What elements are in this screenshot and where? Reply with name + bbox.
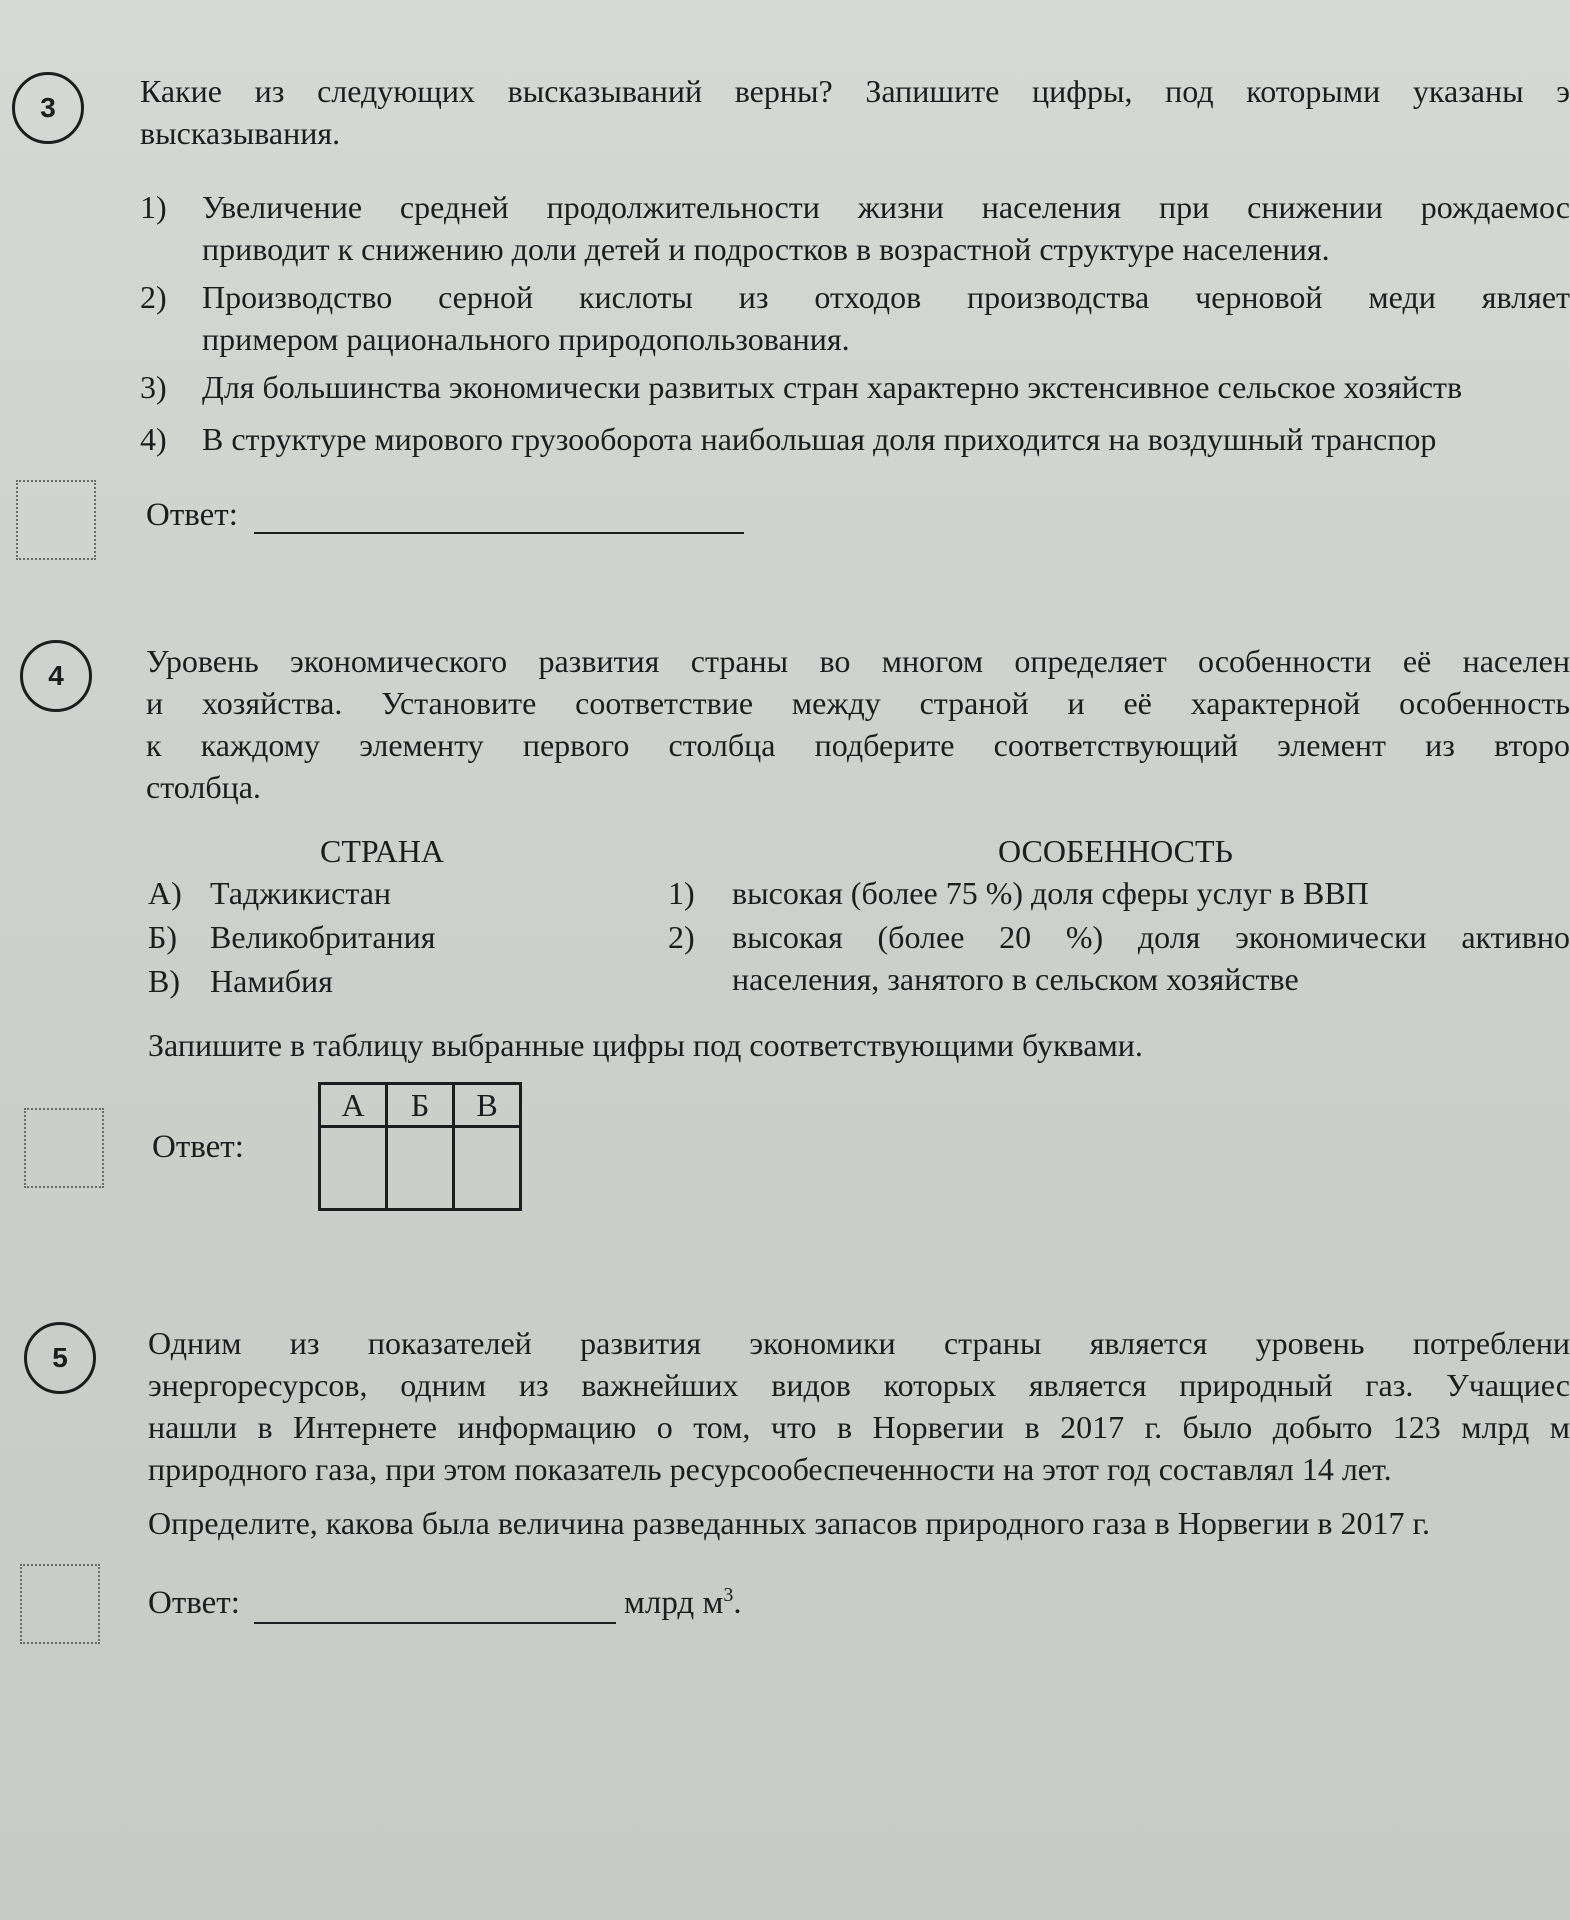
feature-text-line: высокая (более 20 %) доля экономически активно bbox=[732, 919, 1570, 955]
statement-3 bbox=[140, 366, 1570, 408]
answer-input-line[interactable] bbox=[254, 1622, 616, 1624]
statement-text-line: В структуре мирового грузооборота наибольшая доля приходится на воздушный транспор bbox=[202, 421, 1437, 457]
answer-cell-a[interactable] bbox=[320, 1127, 387, 1210]
country-name: Таджикистан bbox=[210, 875, 392, 911]
country-item bbox=[148, 960, 618, 1002]
task-number-circle bbox=[20, 640, 92, 712]
statement-2 bbox=[140, 276, 1570, 360]
feature-item bbox=[668, 916, 1570, 1000]
answer-label: Ответ: bbox=[146, 497, 238, 533]
task-number: 4 bbox=[48, 660, 64, 691]
answer-cell-v[interactable] bbox=[454, 1127, 521, 1210]
task-number: 5 bbox=[52, 1342, 68, 1373]
question-line: к каждому элементу первого столбца подберите соответствующий элемент из второ bbox=[146, 727, 1570, 763]
statement-text-line: Для большинства экономически развитых стран характерно экстенсивное сельское хозяйств bbox=[202, 369, 1463, 405]
statement-text-line: приводит к снижению доли детей и подростков в возрастной структуре населения. bbox=[202, 231, 1330, 267]
unit-period: . bbox=[733, 1585, 742, 1621]
feature-number: 1) bbox=[668, 875, 695, 911]
question-line: природного газа, при этом показатель ресурсообеспеченности на этот год составлял 14 лет. bbox=[148, 1451, 1392, 1487]
task-question bbox=[148, 1322, 1570, 1490]
feature-text: высокая (более 75 %) доля сферы услуг в ВВП bbox=[732, 875, 1369, 911]
answer-label: Ответ: bbox=[152, 1129, 244, 1165]
country-item bbox=[148, 916, 618, 958]
task-instruction: Запишите в таблицу выбранные цифры под соответствующими буквами. bbox=[148, 1027, 1143, 1063]
question-line: Уровень экономического развития страны во многом определяет особенности её населен bbox=[146, 643, 1570, 679]
country-item bbox=[148, 872, 618, 914]
answer-score-box[interactable] bbox=[20, 1564, 100, 1644]
statement-text-line: Производство серной кислоты из отходов производства черновой меди являет bbox=[202, 279, 1570, 315]
statement-1 bbox=[140, 186, 1570, 270]
question-line: и хозяйства. Установите соответствие между страной и её характерной особенность bbox=[146, 685, 1570, 721]
statement-number: 1) bbox=[140, 189, 167, 225]
answer-cell-b[interactable] bbox=[387, 1127, 454, 1210]
country-key: В) bbox=[148, 963, 180, 999]
question-line: нашли в Интернете информацию о том, что в Норвегии в 2017 г. было добыто 123 млрд м bbox=[148, 1409, 1570, 1445]
question-line: энергоресурсов, одним из важнейших видов которых является природный газ. Учащиес bbox=[148, 1367, 1570, 1403]
answer-score-box[interactable] bbox=[16, 480, 96, 560]
task-number: 3 bbox=[40, 92, 56, 123]
task-number-circle bbox=[12, 72, 84, 144]
answer-label: Ответ: bbox=[148, 1585, 240, 1621]
statement-text-line: Увеличение средней продолжительности жизни населения при снижении рождаемос bbox=[202, 189, 1570, 225]
feature-item bbox=[668, 872, 1570, 914]
question-line: столбца. bbox=[146, 769, 261, 805]
statement-number: 3) bbox=[140, 369, 167, 405]
question-line: Одним из показателей развития экономики страны является уровень потреблени bbox=[148, 1325, 1570, 1361]
task-question bbox=[146, 640, 1570, 808]
answer-table bbox=[318, 1082, 522, 1211]
task-number-circle bbox=[24, 1322, 96, 1394]
answer-table-header-a: А bbox=[320, 1084, 387, 1127]
feature-text-line: населения, занятого в сельском хозяйстве bbox=[732, 961, 1299, 997]
question-line: Какие из следующих высказываний верны? Запишите цифры, под которыми указаны э bbox=[140, 73, 1570, 109]
unit-superscript: 3 bbox=[723, 1584, 734, 1606]
statement-4 bbox=[140, 418, 1570, 460]
country-key: Б) bbox=[148, 919, 178, 955]
answer-input-line[interactable] bbox=[254, 532, 744, 534]
column-header-country: СТРАНА bbox=[320, 833, 444, 869]
statement-text-line: примером рационального природопользования. bbox=[202, 321, 850, 357]
answer-score-box[interactable] bbox=[24, 1108, 104, 1188]
feature-number: 2) bbox=[668, 919, 695, 955]
answer-table-header-b: Б bbox=[387, 1084, 454, 1127]
question-line: высказывания. bbox=[140, 115, 341, 151]
statement-number: 2) bbox=[140, 279, 167, 315]
country-key: А) bbox=[148, 875, 182, 911]
task-question bbox=[140, 70, 1570, 154]
column-header-feature: ОСОБЕННОСТЬ bbox=[998, 833, 1233, 869]
country-name: Намибия bbox=[210, 963, 333, 999]
country-name: Великобритания bbox=[210, 919, 436, 955]
unit-text: млрд м bbox=[624, 1585, 724, 1621]
answer-unit bbox=[624, 1582, 742, 1624]
answer-table-header-v: В bbox=[454, 1084, 521, 1127]
task-instruction: Определите, какова была величина разведанных запасов природного газа в Норвегии в 2017 г. bbox=[148, 1505, 1430, 1541]
statement-number: 4) bbox=[140, 421, 167, 457]
